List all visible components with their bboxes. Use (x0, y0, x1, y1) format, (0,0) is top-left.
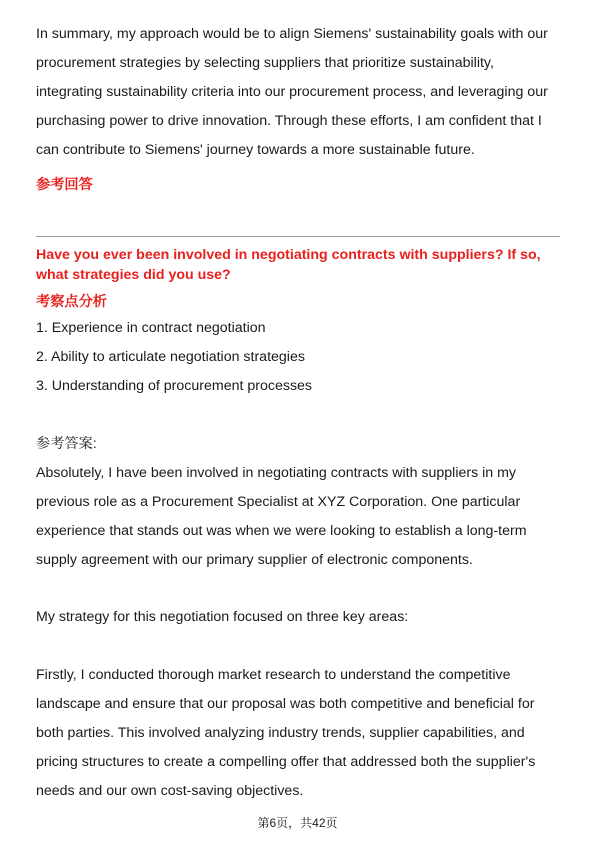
strategy-intro: My strategy for this negotiation focused on three key areas: (36, 609, 409, 625)
page-footer: 第6页，共42页 (257, 816, 338, 830)
list-item: 3. Understanding of procurement processes (36, 378, 313, 394)
analysis-heading: 考察点分析 (36, 294, 107, 310)
summary-paragraph: In summary, my approach would be to align Siemens' sustainability goals with our procurement strategies by selecting suppliers that prioritize sustainability, integrating sustainability criteria into our procurement process, and leveraging our purchasing power to drive innovation. Through these efforts, I am confident that I can contribute to Siemens' journey towards a more sustainable future. (36, 26, 548, 158)
reference-answer-label: 参考答案: (36, 436, 97, 452)
list-item: 1. Experience in contract negotiation (36, 320, 266, 336)
section-divider (36, 236, 560, 237)
reference-answer-heading: 参考回答 (36, 177, 93, 193)
firstly-paragraph: Firstly, I conducted thorough market research to understand the competitive landscape and ensure that our proposal was both competitive and beneficial for both parties. This involved analyzing industry trends, supplier capabilities, and pricing structures to create a compelling offer that addressed both the supplier's needs and our own cost-saving objectives. (36, 667, 536, 799)
question-heading: Have you ever been involved in negotiating contracts with suppliers? If so, what strategies did you use? (36, 247, 541, 283)
list-item: 2. Ability to articulate negotiation strategies (36, 349, 305, 365)
analysis-points-list (36, 314, 560, 401)
answer-paragraph: Absolutely, I have been involved in negotiating contracts with suppliers in my previous role as a Procurement Specialist at XYZ Corporation. One particular experience that stands out was when we were looking to establish a long-term supply agreement with our primary supplier of electronic components. (36, 465, 527, 568)
